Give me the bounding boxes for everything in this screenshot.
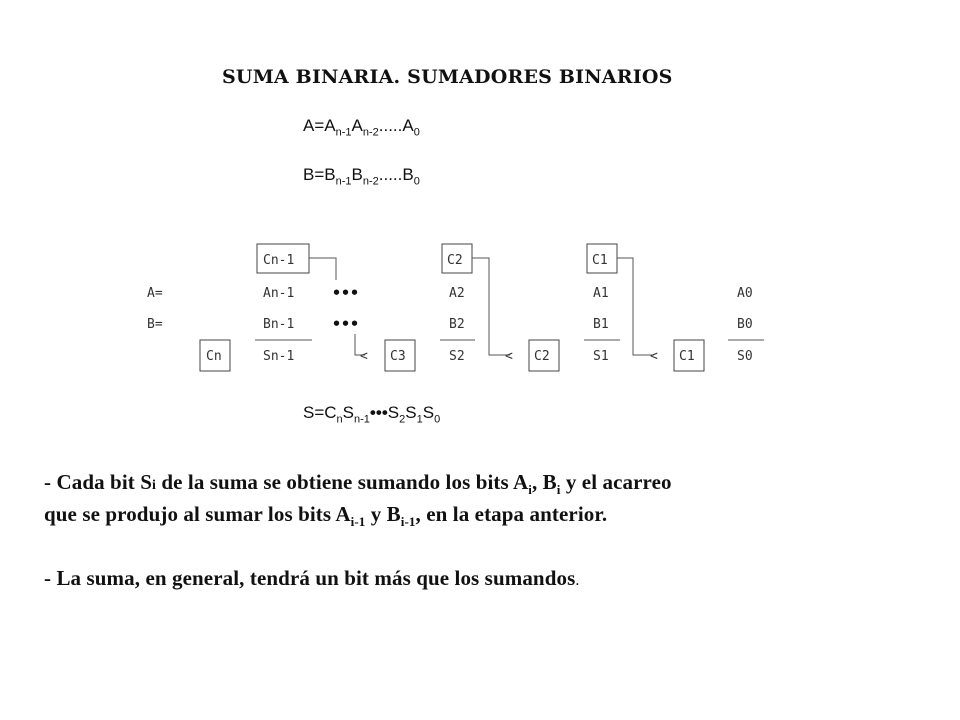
page-title: SUMA BINARIA. SUMADORES BINARIOS <box>222 66 673 88</box>
eq-s-rest3: S <box>422 403 435 422</box>
p1-i1: i <box>151 478 156 493</box>
eq-b-sub1: n-1 <box>335 175 352 188</box>
s-bit-2: S2 <box>449 349 465 364</box>
eq-s-lhs: S=C <box>303 403 337 422</box>
eq-b-mid: B <box>351 165 363 184</box>
p3-t1: - La suma, en general, tendrá un bit más que los sumandos <box>44 566 576 590</box>
equation-s <box>303 403 440 425</box>
row-label-b: B= <box>147 317 163 332</box>
carry-in-c1: C1 <box>592 253 608 268</box>
ellipsis-b: ••• <box>332 315 360 333</box>
b-bit-0: B0 <box>737 317 753 332</box>
carry-out-c2: C2 <box>534 349 550 364</box>
p2-s2: i-1 <box>400 514 416 530</box>
p3-t2: . <box>575 572 580 589</box>
b-bit-2: B2 <box>449 317 465 332</box>
row-label-a: A= <box>147 286 163 301</box>
p1-t2: de la suma se obtiene sumando los bits A <box>155 470 529 494</box>
carry-in-c2: C2 <box>447 253 463 268</box>
eq-b-sub3: 0 <box>413 175 420 188</box>
p1-s1: i <box>528 482 532 498</box>
eq-s-rest1: S <box>387 403 400 422</box>
ellipsis-a: ••• <box>332 284 360 302</box>
a-bit-2: A2 <box>449 286 465 301</box>
carry-out-c1: C1 <box>679 349 695 364</box>
eq-s-mid: S <box>342 403 355 422</box>
arrow-c3: < <box>360 349 368 364</box>
eq-b-dots: .....B <box>378 165 414 184</box>
p2-t3: , en la etapa anterior. <box>415 502 608 526</box>
p2-s1: i-1 <box>350 514 366 530</box>
eq-s-dots: ••• <box>369 403 388 422</box>
eq-s-sub1: n <box>336 413 343 426</box>
a-bit-1: A1 <box>593 286 609 301</box>
p1-s2: i <box>556 482 561 498</box>
eq-s-sub2: n-1 <box>354 413 370 426</box>
carry-line-2 <box>472 258 510 355</box>
eq-a-dots: .....A <box>378 116 414 135</box>
s-bit-1: S1 <box>593 349 609 364</box>
p1-t4: y el acarreo <box>560 470 672 494</box>
eq-s-sub5: 0 <box>434 413 441 426</box>
carry-line-1 <box>617 258 654 355</box>
paragraph-1 <box>44 470 672 498</box>
p2-t1: que se produjo al sumar los bits A <box>44 502 351 526</box>
eq-s-sub3: 2 <box>399 413 406 426</box>
carry-line-n-1 <box>309 258 336 280</box>
carry-out-c3: C3 <box>390 349 406 364</box>
eq-a-lhs: A=A <box>303 116 336 135</box>
eq-s-rest2: S <box>405 403 417 422</box>
b-bit-1: B1 <box>593 317 609 332</box>
eq-a-sub3: 0 <box>413 126 420 139</box>
s-bit-0: S0 <box>737 349 753 364</box>
a-bit-n-1: An-1 <box>263 286 295 301</box>
eq-a-sub1: n-1 <box>335 126 352 139</box>
arrow-c1: < <box>650 349 658 364</box>
arrow-c2: < <box>505 349 513 364</box>
paragraph-3 <box>44 566 579 591</box>
eq-b-sub2: n-2 <box>362 175 379 188</box>
eq-a-mid: A <box>351 116 363 135</box>
paragraph-2 <box>44 502 607 530</box>
p1-t1: Cada bit S <box>56 470 152 494</box>
p1-dash: - <box>44 470 57 494</box>
carry-out-cn: Cn <box>206 349 222 364</box>
eq-s-sub4: 1 <box>416 413 423 426</box>
carry-in-cn-1: Cn-1 <box>263 253 295 268</box>
eq-a-sub2: n-2 <box>362 126 379 139</box>
p2-t2: y B <box>365 502 401 526</box>
b-bit-n-1: Bn-1 <box>263 317 295 332</box>
a-bit-0: A0 <box>737 286 753 301</box>
eq-b-lhs: B=B <box>303 165 336 184</box>
s-bit-n-1: Sn-1 <box>263 349 295 364</box>
p1-t3: , B <box>531 470 557 494</box>
